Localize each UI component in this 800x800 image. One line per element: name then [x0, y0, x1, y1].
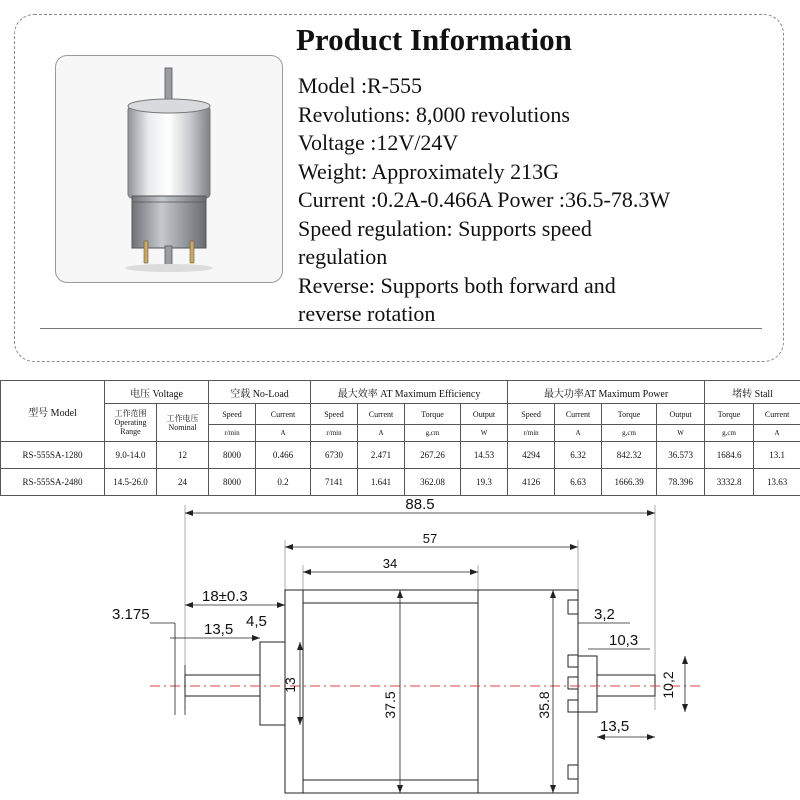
unit-cell: W — [657, 425, 705, 442]
table-cell: 1666.39 — [602, 469, 657, 496]
dim-can-dia: 37.5 — [382, 691, 398, 719]
table-cell: 14.53 — [461, 442, 508, 469]
spec-reverse-cont: reverse rotation — [298, 301, 436, 326]
power-torque-header: Torque — [602, 404, 657, 425]
eff-torque-header: Torque — [405, 404, 461, 425]
table-cell: RS-555SA-2480 — [1, 469, 105, 496]
table-cell: 36.573 — [657, 442, 705, 469]
table-cell: 4126 — [508, 469, 555, 496]
noload-speed-header: Speed — [209, 404, 256, 425]
dim-overall: 88.5 — [405, 496, 435, 513]
dim-can: 34 — [382, 556, 398, 571]
unit-cell: r/min — [311, 425, 358, 442]
table-cell: 78.396 — [657, 469, 705, 496]
unit-cell: W — [461, 425, 508, 442]
table-cell: 3332.8 — [705, 469, 754, 496]
spec-speed-regulation-cont: regulation — [298, 244, 388, 269]
table-cell: RS-555SA-1280 — [1, 442, 105, 469]
unit-cell: A — [256, 425, 311, 442]
dim-body: 57 — [422, 531, 438, 546]
table-cell: 6730 — [311, 442, 358, 469]
dim-rear-shaft: 13,5 — [600, 718, 630, 735]
nominal-header: 工作电压 Nominal — [157, 404, 209, 442]
dim-front-len: 13,5 — [204, 621, 234, 638]
motor-photo-illustration — [56, 56, 282, 282]
table-cell: 12 — [157, 442, 209, 469]
table-cell: 13.63 — [754, 469, 800, 496]
stall-torque-header: Torque — [705, 404, 754, 425]
spec-weight: Weight: Approximately 213G — [298, 158, 559, 184]
dim-boss-w: 4,5 — [246, 613, 267, 630]
unit-cell: A — [754, 425, 800, 442]
table-cell: 8000 — [209, 442, 256, 469]
noload-current-header: Current — [256, 404, 311, 425]
table-cell: 267.26 — [405, 442, 461, 469]
table-cell: 8000 — [209, 469, 256, 496]
table-row — [1, 442, 800, 469]
table-cell: 14.5-26.0 — [105, 469, 157, 496]
max-power-header: 最大功率AT Maximum Power — [508, 381, 705, 404]
spec-current-power: Current :0.2A-0.466A Power :36.5-78.3W — [298, 187, 671, 212]
spec-table — [0, 380, 800, 496]
table-cell: 24 — [157, 469, 209, 496]
table-cell: 7141 — [311, 469, 358, 496]
stall-current-header: Current — [754, 404, 800, 425]
eff-output-header: Output — [461, 404, 508, 425]
divider — [40, 328, 762, 329]
table-row — [1, 469, 800, 496]
unit-cell: r/min — [209, 425, 256, 442]
dim-boss-dia: 13 — [282, 677, 298, 693]
table-cell: 13.1 — [754, 442, 800, 469]
dim-rear-boss: 10,3 — [609, 632, 639, 649]
table-cell: 1684.6 — [705, 442, 754, 469]
eff-current-header: Current — [358, 404, 405, 425]
table-cell: 6.63 — [555, 469, 602, 496]
table-cell: 0.466 — [256, 442, 311, 469]
power-output-header: Output — [657, 404, 705, 425]
table-cell: 6.32 — [555, 442, 602, 469]
table-cell: 9.0-14.0 — [105, 442, 157, 469]
dim-rear-gap: 3,2 — [594, 606, 615, 623]
dimension-drawing — [0, 495, 800, 800]
spec-voltage: Voltage :12V/24V — [298, 130, 459, 155]
power-speed-header: Speed — [508, 404, 555, 425]
eff-speed-header: Speed — [311, 404, 358, 425]
page-title: Product Information — [296, 22, 572, 57]
dim-shaft-dia: 3.175 — [112, 606, 150, 623]
unit-cell: r/min — [508, 425, 555, 442]
unit-cell: g,cm — [405, 425, 461, 442]
power-current-header: Current — [555, 404, 602, 425]
spec-speed-regulation: Speed regulation: Supports speed — [298, 215, 592, 241]
table-cell: 1.641 — [358, 469, 405, 496]
dim-front-boss: 18±0.3 — [202, 588, 248, 605]
table-cell: 2.471 — [358, 442, 405, 469]
spec-model: Model :R-555 — [298, 73, 423, 98]
operating-range-header: 工作范围 Operating Range — [105, 404, 157, 442]
product-photo — [55, 55, 283, 283]
table-cell: 362.08 — [405, 469, 461, 496]
spec-reverse: Reverse: Supports both forward and — [298, 272, 616, 298]
no-load-header: 空载 No-Load — [209, 381, 311, 404]
dim-end-dia: 35.8 — [536, 691, 552, 719]
table-cell: 4294 — [508, 442, 555, 469]
spec-list — [298, 72, 758, 329]
voltage-header: 电压 Voltage — [105, 381, 209, 404]
max-efficiency-header: 最大效率 AT Maximum Efficiency — [311, 381, 508, 404]
unit-cell: A — [358, 425, 405, 442]
stall-header: 堵转 Stall — [705, 381, 800, 404]
table-cell: 0.2 — [256, 469, 311, 496]
unit-cell: g,cm — [705, 425, 754, 442]
unit-cell: A — [555, 425, 602, 442]
table-cell: 842.32 — [602, 442, 657, 469]
dim-rear-boss-dia: 10,2 — [660, 671, 676, 699]
table-cell: 19.3 — [461, 469, 508, 496]
unit-cell: g,cm — [602, 425, 657, 442]
spec-revolutions: Revolutions: 8,000 revolutions — [298, 101, 570, 127]
model-header: 型号 Model — [1, 381, 105, 442]
